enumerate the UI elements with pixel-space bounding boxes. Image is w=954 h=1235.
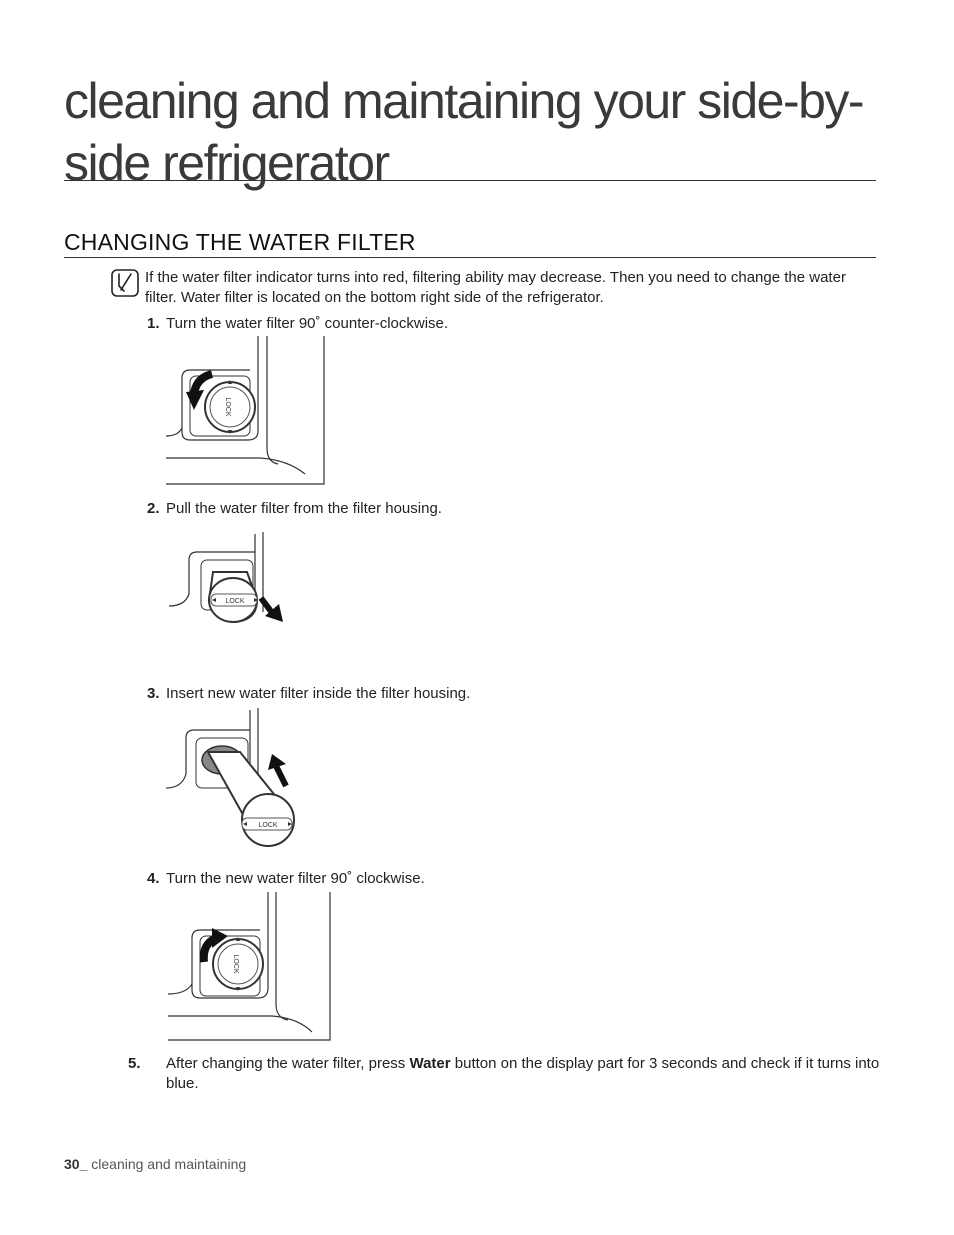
step-number: 4. <box>147 870 160 887</box>
step-text: Turn the new water filter 90˚ clockwise. <box>166 870 425 887</box>
insert-filter-illustration <box>162 708 302 853</box>
step-number: 2. <box>147 500 160 517</box>
note-icon <box>111 269 139 297</box>
step-5 <box>128 1054 896 1094</box>
step-number: 3. <box>147 685 160 702</box>
step-3 <box>147 684 470 704</box>
step-number: 1. <box>147 315 160 332</box>
title-divider <box>64 180 876 181</box>
turn-clockwise-illustration <box>162 892 334 1044</box>
step-4 <box>147 869 425 889</box>
step-text: Turn the water filter 90˚ counter-clockwise. <box>166 315 449 332</box>
lock-label: LOCK <box>225 598 245 605</box>
page-footer <box>64 1156 246 1172</box>
footer-separator: _ <box>79 1156 92 1172</box>
step-2 <box>147 499 442 519</box>
step-text: Pull the water filter from the filter housing. <box>166 500 442 517</box>
lock-label: LOCK <box>224 397 231 417</box>
lock-label: LOCK <box>258 822 278 829</box>
step-number: 5. <box>128 1055 141 1072</box>
pull-filter-illustration <box>165 532 295 632</box>
section-heading: CHANGING THE WATER FILTER <box>64 229 416 255</box>
step-text: button on the display part for 3 seconds and check if it turns into blue. <box>166 1055 880 1092</box>
water-button-label: Water <box>409 1055 451 1072</box>
step-1 <box>147 314 448 334</box>
section-divider <box>64 257 876 258</box>
turn-counter-clockwise-illustration <box>160 336 330 488</box>
note-text: If the water filter indicator turns into red, filtering ability may decrease. Then you need to change the water filter. Water filter is located on the bottom right side of the refrigerator. <box>145 269 846 306</box>
footer-section: cleaning and maintaining <box>91 1156 247 1172</box>
page-number: 30 <box>64 1156 80 1172</box>
step-text: Insert new water filter inside the filter housing. <box>166 685 471 702</box>
page-title: cleaning and maintaining your side-by-side refrigerator <box>64 73 864 191</box>
lock-label: LOCK <box>232 954 239 974</box>
step-text: After changing the water filter, press <box>166 1055 410 1072</box>
